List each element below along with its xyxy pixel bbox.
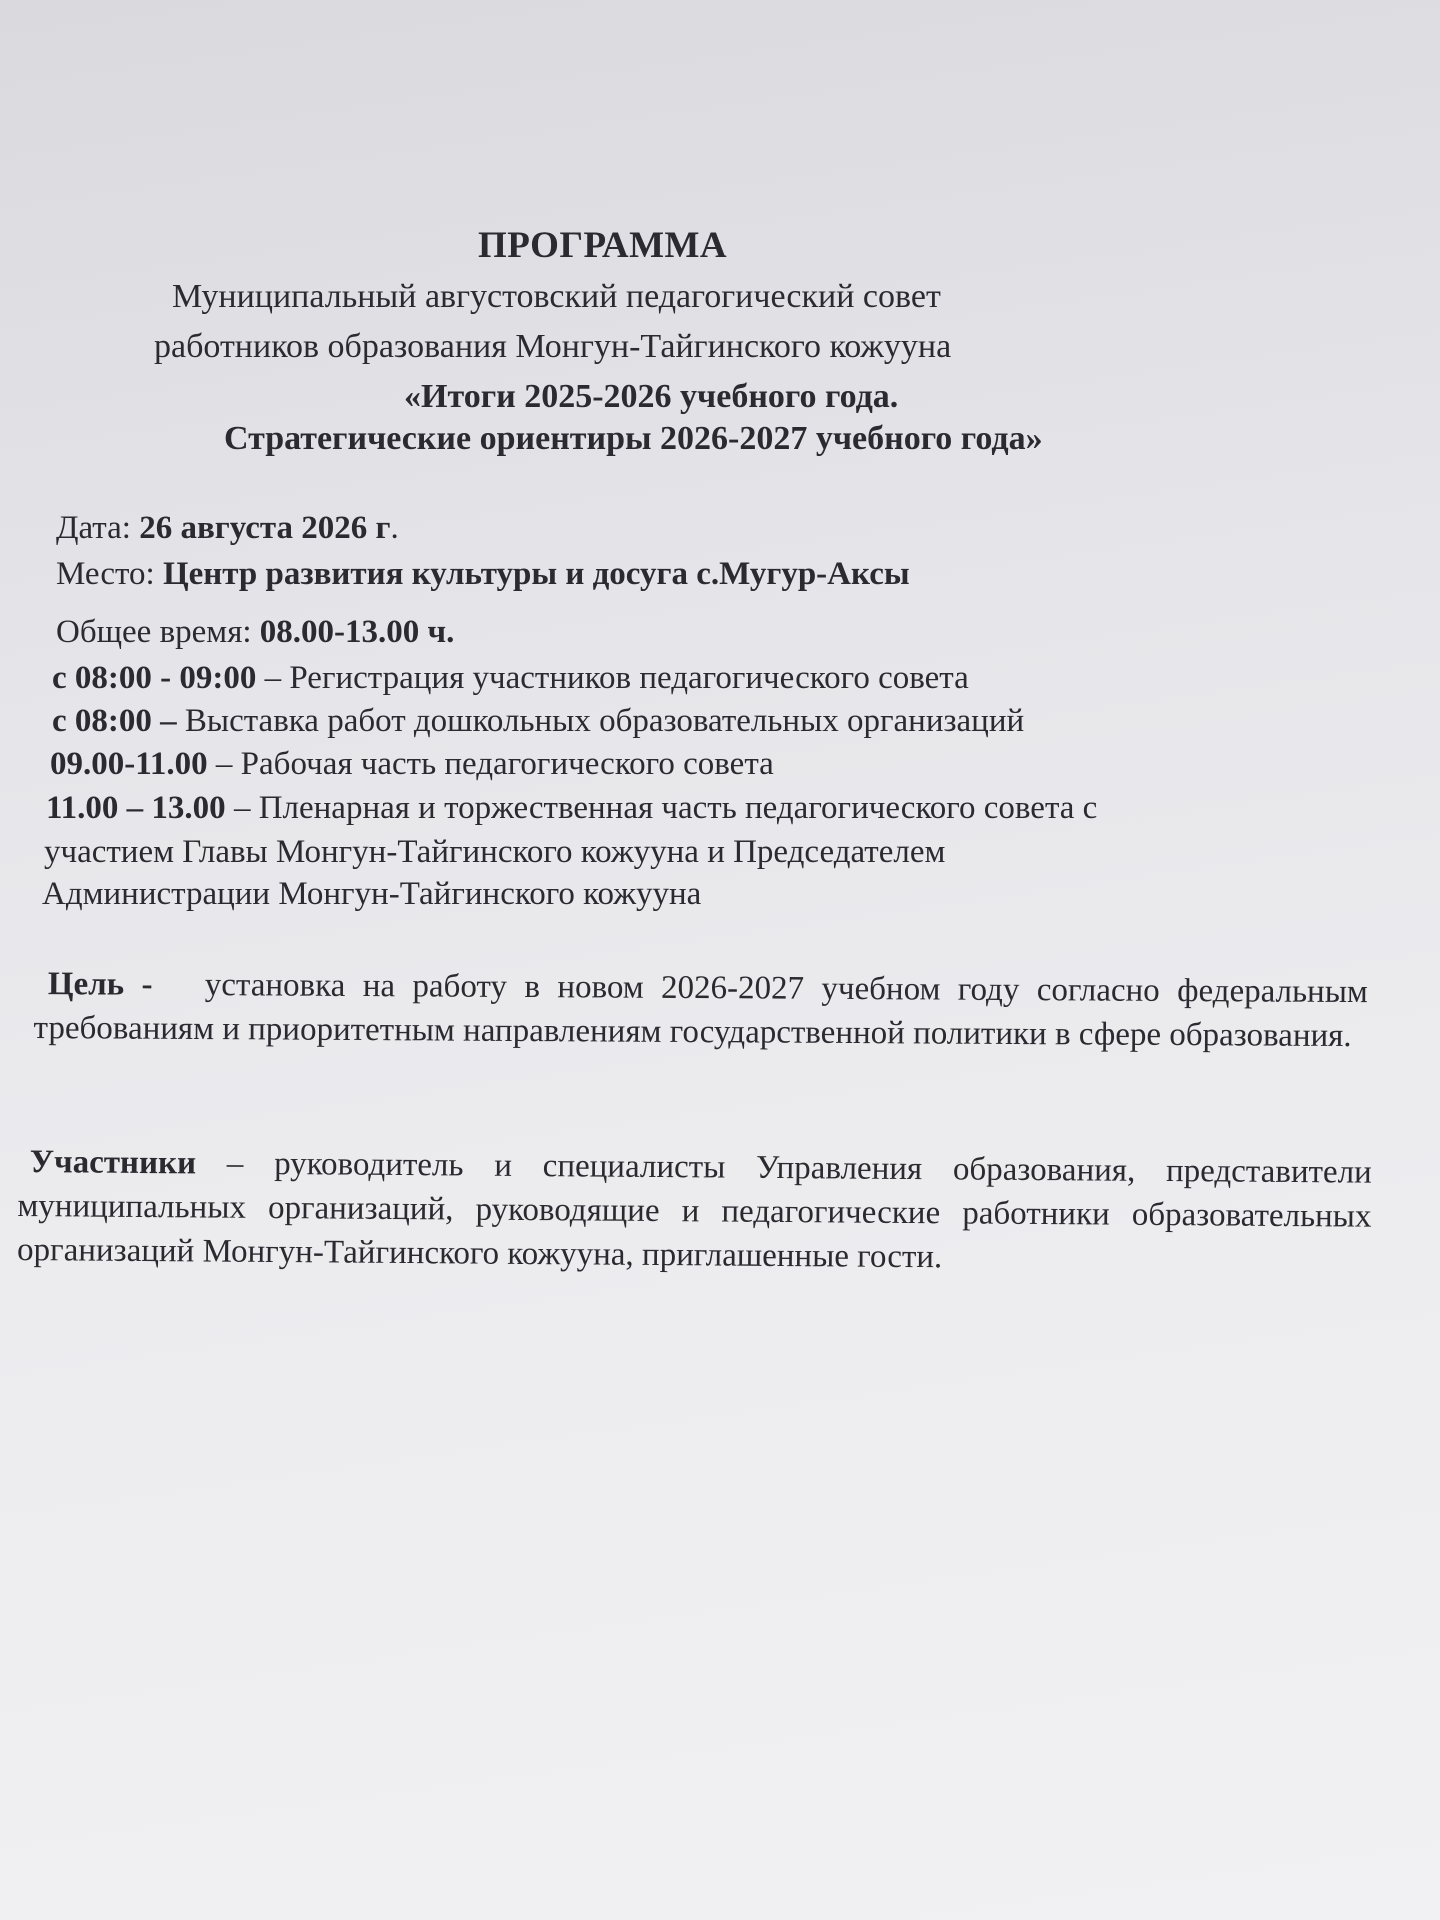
schedule-separator: –: [207, 746, 241, 782]
schedule-item: [46, 790, 1097, 826]
schedule-separator: [177, 703, 185, 739]
schedule-item: [52, 703, 1024, 739]
goal-text: установка на работу в новом 2026-2027 учебном году согласно федеральным требованиям и приоритетным направлениям государственной политики в сфере образования.: [33, 967, 1368, 1055]
place-line: [56, 556, 910, 592]
total-time-value: 08.00-13.00 ч.: [259, 614, 455, 650]
schedule-time: 11.00 – 13.00: [46, 790, 226, 826]
document-title: ПРОГРАММА: [478, 225, 728, 266]
date-label: Дата:: [56, 510, 140, 546]
schedule-time: 09.00-11.00: [50, 746, 208, 782]
schedule-item: [52, 660, 969, 696]
participants-paragraph: [17, 1140, 1372, 1283]
schedule-text-continued: Администрации Монгун-Тайгинского кожууна: [42, 876, 702, 912]
place-label: Место:: [56, 556, 163, 592]
schedule-item: [50, 746, 774, 782]
schedule-separator: –: [256, 660, 290, 696]
schedule-separator: –: [225, 790, 259, 826]
schedule-text: Пленарная и торжественная часть педагогического совета с: [258, 790, 1098, 826]
theme-line-2: Стратегические ориентиры 2026-2027 учебного года»: [224, 420, 1043, 457]
participants-text: – руководитель и специалисты Управления образования, представители муниципальных организаций, руководящие и педагогические работники образовательных организаций Монгун-Тайгинского кожууна, приглашенные гости.: [16, 1145, 1372, 1276]
date-line: [56, 510, 399, 546]
theme-line-1: «Итоги 2025-2026 учебного года.: [404, 378, 899, 415]
goal-paragraph: [33, 962, 1368, 1058]
participants-label: Участники: [29, 1144, 197, 1182]
subtitle-line-1: Муниципальный августовский педагогический совет: [172, 278, 941, 315]
schedule-time: с 08:00 - 09:00: [52, 660, 257, 696]
schedule-text: Выставка работ дошкольных образовательных организаций: [184, 703, 1025, 739]
total-time-label: Общее время:: [56, 614, 260, 650]
schedule-time: с 08:00 –: [52, 703, 177, 739]
place-value: Центр развития культуры и досуга с.Мугур-Аксы: [162, 556, 910, 592]
date-suffix: .: [390, 510, 399, 546]
schedule-text-continued: участием Главы Монгун-Тайгинского кожууна и Председателем: [44, 834, 946, 870]
schedule-text: Рабочая часть педагогического совета: [240, 746, 774, 782]
date-value: 26 августа 2026 г: [139, 510, 391, 546]
total-time-line: [56, 614, 454, 650]
schedule-text: Регистрация участников педагогического совета: [289, 660, 969, 696]
subtitle-line-2: работников образования Монгун-Тайгинского кожууна: [154, 328, 952, 365]
goal-label: Цель -: [47, 966, 153, 1003]
